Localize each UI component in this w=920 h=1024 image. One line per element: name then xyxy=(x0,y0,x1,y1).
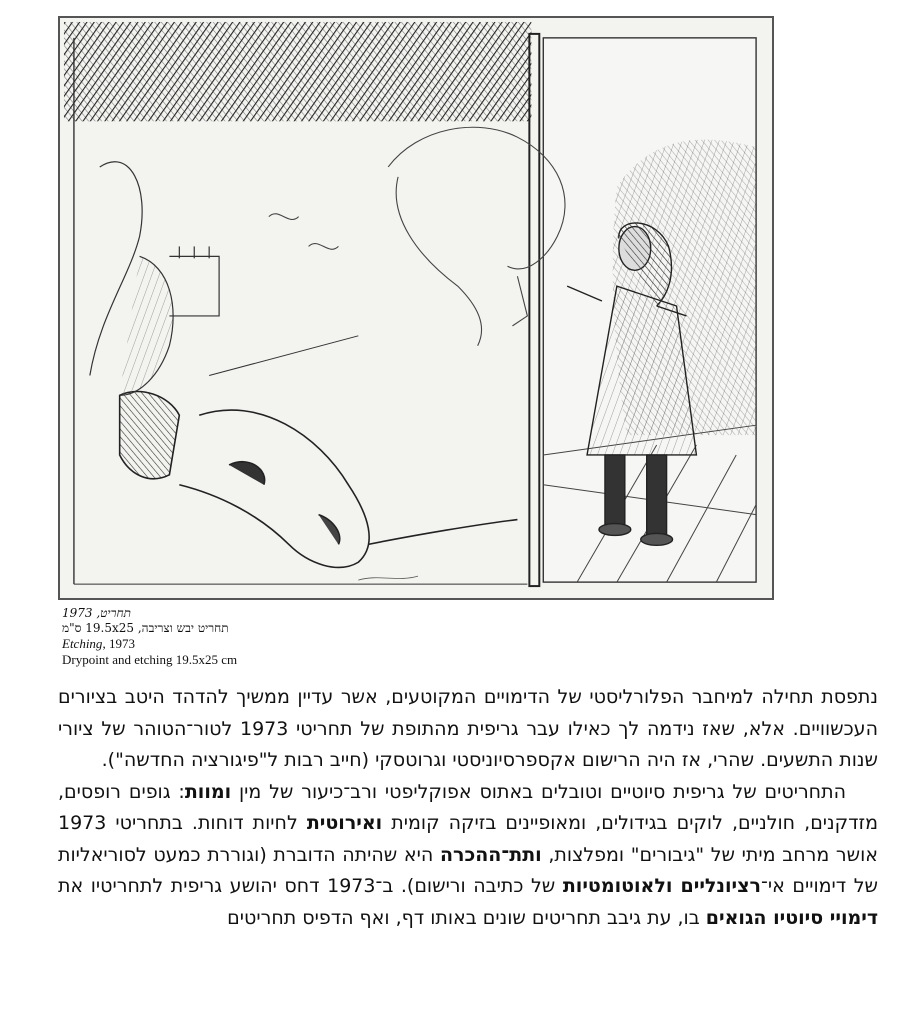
p2-bold: דימויי סיוטיו הגואים xyxy=(705,906,878,929)
p2-segment: התחריטים של גריפית סיוטיים וטובלים באתוס אפוקליפטי ורב־כיעור של מין xyxy=(231,780,846,803)
caption-english-title: Etching xyxy=(62,636,103,651)
p2-segment: של כתיבה ורישום). ב־1973 דחס יהושע גריפית לתחריטיו את xyxy=(58,875,563,897)
artwork-caption xyxy=(62,606,482,667)
article-text xyxy=(58,682,878,934)
p2-bold: רציונליים ולאוטומטיות xyxy=(562,875,761,897)
etching-image xyxy=(58,16,774,600)
caption-hebrew-medium: תחריט יבש וצריבה, 19.5x25 ס"מ xyxy=(62,621,229,635)
paragraph-1: נתפסת תחילה למיחבר הפלורליסטי של הדימויים המקוטעים, אשר עדיין ממשיך להדהד היטב בציורים העכשוויים. אלא, שאז נידמה לך כאילו עבר גריפית מהתופת של תחריטי 1973 לטור־הטוהר של ציורי שנות התשעים. שהרי, אז היה הרישום אקספרסיוניסטי וגרוטסקי (חייב רבות ל"פיגורציה החדשה"). xyxy=(58,686,878,771)
p2-segment: : גופים רופסים, מזדקנים, חולניים, לוקים בגידולים, ומאופיינים בזיקה קומית xyxy=(58,780,878,834)
paragraph-2 xyxy=(58,777,878,935)
horse-head xyxy=(120,392,518,568)
caption-english-year: , 1973 xyxy=(102,636,135,651)
p2-segment: היא שהיתה הדוברת (וגוררת כמעט לסוריאליות של דימויים אי־ xyxy=(58,843,878,897)
p2-bold: ומוות xyxy=(184,780,232,803)
caption-english-medium: Drypoint and etching 19.5x25 cm xyxy=(62,652,238,667)
p2-segment: לחיות דוחות. בתחריטי 1973 אושר מרחב מיתי של "גיבורים" ומפלצות, xyxy=(58,812,878,866)
p2-bold: ותת־ההכרה xyxy=(439,843,542,866)
p2-segment: בו, עת גיבב תחריטים שונים באותו דף, ואף הדפיס תחריטים xyxy=(227,906,706,929)
caption-hebrew-title: תחריט, 1973 xyxy=(62,606,131,620)
p2-bold: ואירוטית xyxy=(306,812,383,834)
etching-illustration xyxy=(60,18,772,598)
